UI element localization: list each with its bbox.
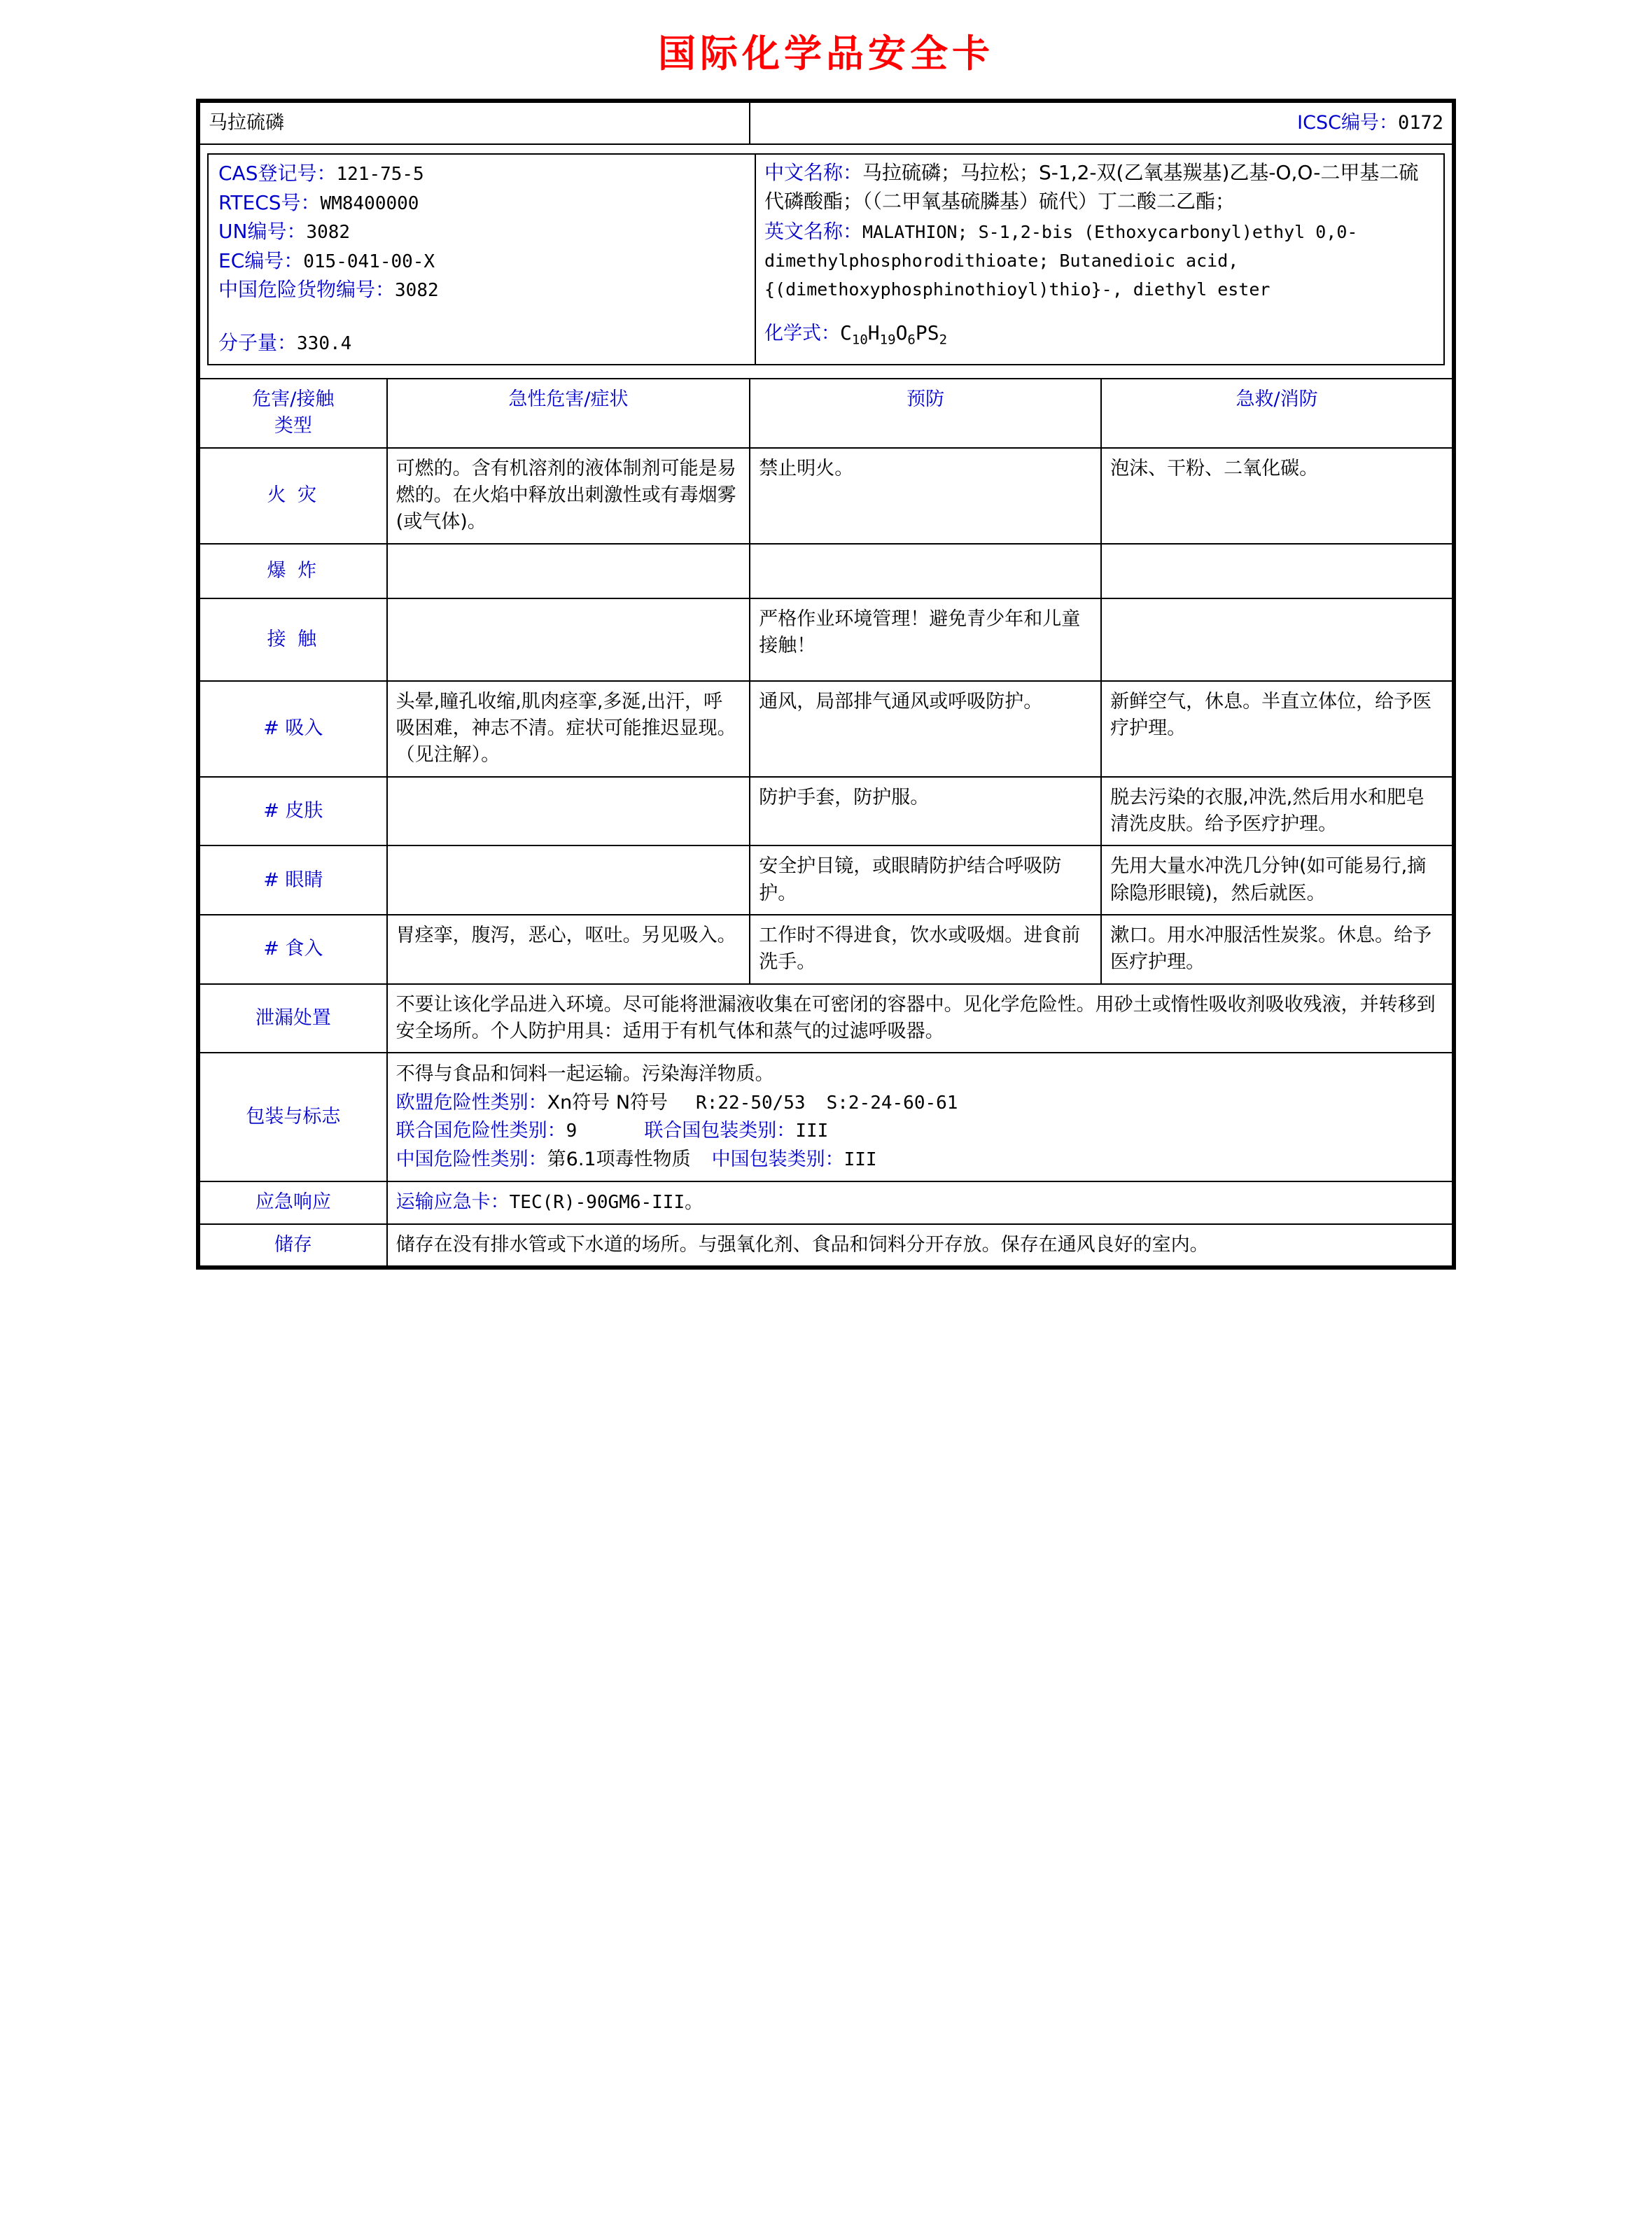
explosion-acute [387,544,750,598]
table-row [200,777,1452,846]
english-name-label: 英文名称： [764,220,863,244]
eu-class-value: Xn符号 N符号 [547,1091,668,1114]
packaging-label: 包装与标志 [200,1053,387,1181]
card-header-row [200,102,1452,144]
column-header-type-line1: 危害/接触 [252,388,335,411]
row-label-explosion: 爆 炸 [200,544,387,598]
eyes-firstaid: 先用大量水冲洗几分钟(如可能易行,摘除隐形眼镜)，然后就医。 [1101,845,1452,915]
exposure-prevention: 严格作业环境管理！避免青少年和儿童接触！ [750,598,1101,681]
eu-s-phrases: S:2-24-60-61 [826,1092,958,1114]
ingestion-acute: 胃痉挛，腹泻，恶心，呕吐。另见吸入。 [387,915,750,984]
english-names-line [764,218,1436,304]
packaging-eu-line [396,1089,1443,1118]
skin-firstaid: 脱去污染的衣服,冲洗,然后用水和肥皂清洗皮肤。给予医疗护理。 [1101,777,1452,846]
rtecs-label: RTECS号： [218,190,321,214]
un-value: 3082 [306,222,351,244]
column-header-firstaid: 急救/消防 [1101,379,1452,448]
formula-label: 化学式： [764,322,840,344]
icsc-value: 0172 [1397,112,1443,134]
eyes-acute [387,845,750,915]
china-dangerous-goods-label: 中国危险货物编号： [218,278,396,302]
eu-r-phrases: R:22-50/53 [696,1092,806,1114]
spill-text: 不要让该化学品进入环境。尽可能将泄漏液收集在可密闭的容器中。见化学危险性。用砂土或惰性吸收剂吸收残液，并转移到安全场所。个人防护用具：适用于有机气体和蒸气的过滤呼吸器。 [387,984,1452,1053]
safety-card-table [199,101,1453,1267]
icsc-label: ICSC编号： [1297,112,1398,134]
identification-block [200,144,1452,379]
spill-label: 泄漏处置 [200,984,387,1053]
column-header-type [200,379,387,448]
table-row [200,681,1452,777]
cn-class-value: 第6.1项毒性物质 [547,1148,691,1170]
emergency-label: 应急响应 [200,1181,387,1223]
emergency-row [200,1181,1452,1223]
formula-value: $C_{10}H_{19}O_6PS_2$ [840,321,948,348]
column-header-type-line2: 类型 [274,415,312,437]
storage-row [200,1224,1452,1266]
table-row [200,845,1452,915]
cas-label: CAS登记号： [218,162,337,185]
row-label-exposure: 接 触 [200,598,387,681]
rtecs-line [218,188,746,217]
packaging-content [387,1053,1452,1181]
exposure-acute [387,598,750,681]
packaging-row [200,1053,1452,1181]
spill-row [200,984,1452,1053]
un-line [218,217,746,246]
identification-left [208,154,755,365]
transport-card-value: TEC(R)-90GM6-III。 [509,1192,704,1214]
cn-pack-label: 中国包装类别： [711,1148,844,1170]
exposure-firstaid [1101,598,1452,681]
table-row [200,544,1452,598]
fire-acute: 可燃的。含有机溶剂的液体制剂可能是易燃的。在火焰中释放出刺激性或有毒烟雾(或气体)。 [387,448,750,544]
row-label-fire: 火 灾 [200,448,387,544]
molecular-weight-label: 分子量： [218,330,298,354]
table-row [200,448,1452,544]
inhalation-prevention: 通风，局部排气通风或呼吸防护。 [750,681,1101,777]
transport-card-label: 运输应急卡： [396,1191,510,1214]
un-class-value: 9 [566,1121,578,1142]
cas-line [218,159,746,188]
ec-label: EC编号： [218,248,304,272]
china-dangerous-goods-value: 3082 [395,280,439,302]
table-row [200,915,1452,984]
row-label-inhalation: # 吸入 [200,681,387,777]
storage-text: 储存在没有排水管或下水道的场所。与强氧化剂、食品和饲料分开存放。保存在通风良好的室内。 [387,1224,1452,1266]
cn-class-label: 中国危险性类别： [396,1148,547,1170]
row-label-eyes: # 眼睛 [200,845,387,915]
fire-firstaid: 泡沫、干粉、二氧化碳。 [1101,448,1452,544]
chinese-name-label: 中文名称： [764,161,863,185]
packaging-cn-line [396,1146,1443,1174]
page-title: 国际化学品安全卡 [658,31,994,76]
inhalation-acute: 头晕,瞳孔收缩,肌肉痉挛,多涎,出汗，呼吸困难，神志不清。症状可能推迟显现。（见注解）。 [387,681,750,777]
un-class-label: 联合国危险性类别： [396,1120,566,1142]
eyes-prevention: 安全护目镜，或眼睛防护结合呼吸防护。 [750,845,1101,915]
english-names-value: MALATHION; S-1,2-bis (Ethoxycarbonyl)ethyl 0,0-dimethylphosphorodithioate; Butanedioic acid, {(dimethoxyphosphinothioyl)thio}-, diethyl ester [764,222,1358,300]
un-pack-label: 联合国包装类别： [644,1120,796,1142]
skin-acute [387,777,750,846]
cn-pack-value: III [844,1149,877,1170]
column-header-prevention: 预防 [750,379,1101,448]
storage-label: 储存 [200,1224,387,1266]
ec-value: 015-041-00-X [303,251,435,272]
eu-class-label: 欧盟危险性类别： [396,1091,547,1114]
molecular-weight-value: 330.4 [297,332,352,354]
inhalation-firstaid: 新鲜空气，休息。半直立体位，给予医疗护理。 [1101,681,1452,777]
substance-name: 马拉硫磷 [200,102,750,144]
skin-prevention: 防护手套，防护服。 [750,777,1101,846]
row-label-ingestion: # 食入 [200,915,387,984]
china-dangerous-goods-line [218,275,746,304]
emergency-content [387,1181,1452,1223]
icsc-number-cell [750,102,1452,144]
identification-table [207,153,1445,365]
ingestion-firstaid: 漱口。用水冲服活性炭浆。休息。给予医疗护理。 [1101,915,1452,984]
safety-card [196,99,1456,1270]
identification-row [200,144,1452,379]
ec-line [218,246,746,275]
formula-line [764,319,1436,350]
un-label: UN编号： [218,220,307,244]
identification-right [755,154,1444,365]
chinese-names-value: 马拉硫磷；马拉松；S-1,2-双(乙氧基羰基)乙基-O,O-二甲基二硫代磷酸酯；（（二甲氧基硫膦基）硫代）丁二酸二乙酯； [764,161,1419,213]
packaging-line1: 不得与食品和饲料一起运输。污染海洋物质。 [396,1063,774,1086]
molecular-weight-line [218,328,746,357]
un-pack-value: III [795,1121,829,1142]
chinese-names-line [764,159,1436,216]
row-label-skin: # 皮肤 [200,777,387,846]
ingestion-prevention: 工作时不得进食，饮水或吸烟。进食前洗手。 [750,915,1101,984]
table-row [200,598,1452,681]
fire-prevention: 禁止明火。 [750,448,1101,544]
packaging-un-line [396,1117,1443,1146]
column-header-row [200,379,1452,448]
rtecs-value: WM8400000 [320,192,419,214]
explosion-prevention [750,544,1101,598]
cas-value: 121-75-5 [336,164,424,185]
explosion-firstaid [1101,544,1452,598]
column-header-acute: 急性危害/症状 [387,379,750,448]
